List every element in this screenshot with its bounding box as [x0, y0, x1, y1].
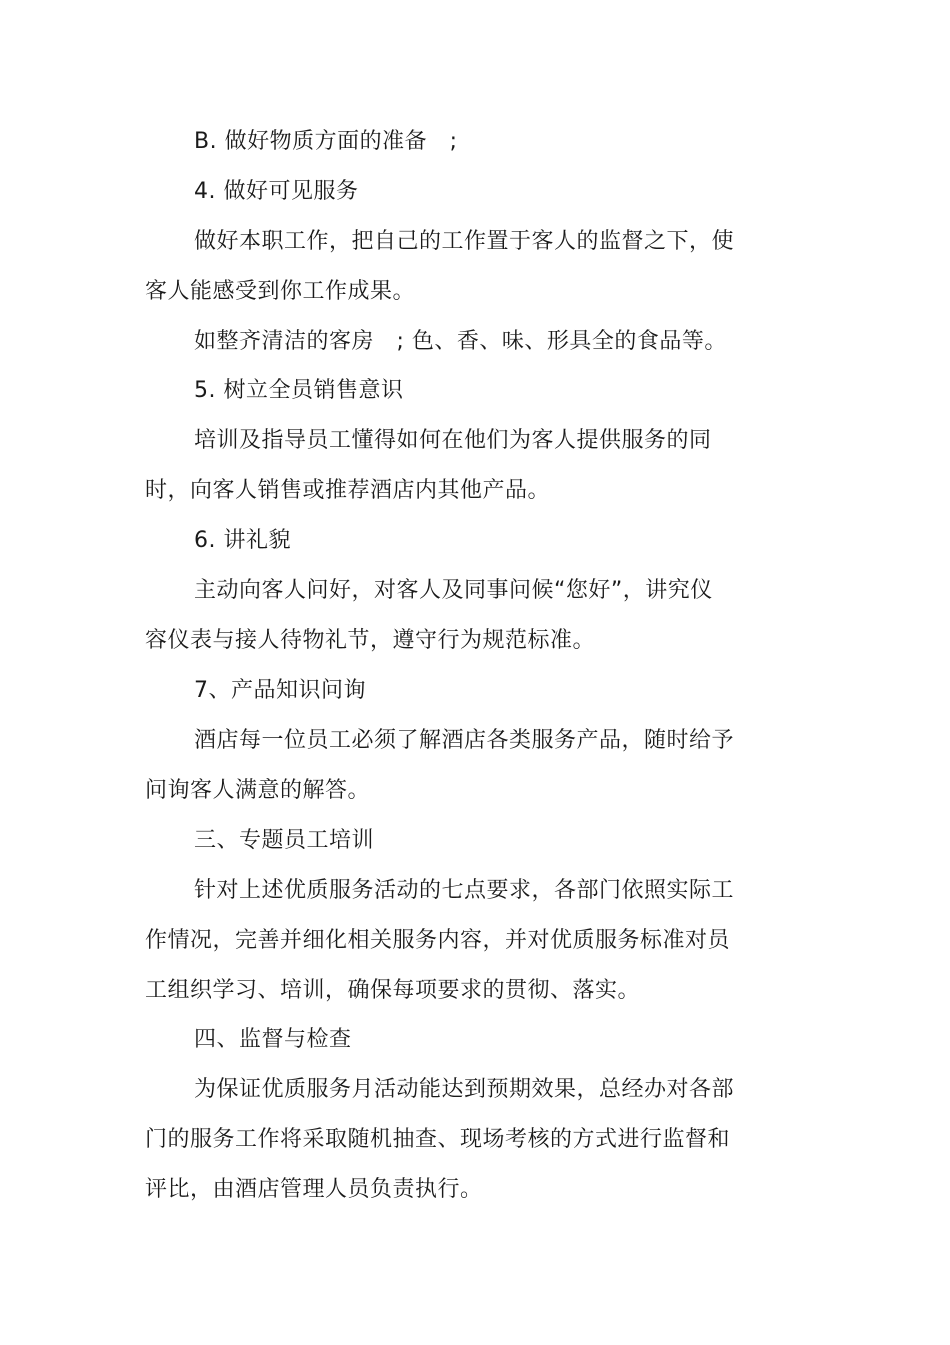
paragraph-line: 工组织学习、培训，确保每项要求的贯彻、落实。 [145, 978, 641, 1003]
paragraph-line: 评比，由酒店管理人员负责执行。 [145, 1177, 483, 1202]
section-7-heading: 7、产品知识问询 [194, 678, 366, 703]
paragraph-line: 做好本职工作，把自己的工作置于客人的监督之下，使 [194, 229, 735, 254]
paragraph-line: 针对上述优质服务活动的七点要求，各部门依照实际工 [194, 878, 735, 903]
section-3-heading: 三、专题员工培训 [194, 828, 375, 853]
paragraph-line: 为保证优质服务月活动能达到预期效果，总经办对各部 [194, 1077, 735, 1102]
paragraph-line: 门的服务工作将采取随机抽查、现场考核的方式进行监督和 [145, 1127, 731, 1152]
paragraph-line: 作情况，完善并细化相关服务内容，并对优质服务标准对员 [145, 928, 731, 953]
paragraph-line: 容仪表与接人待物礼节，遵守行为规范标准。 [145, 628, 596, 653]
paragraph-line: 时，向客人销售或推荐酒店内其他产品。 [145, 478, 551, 503]
paragraph-line: 如整齐清洁的客房 ; 色、香、味、形具全的食品等。 [194, 329, 727, 354]
section-4-heading: 4. 做好可见服务 [194, 179, 359, 204]
paragraph-line: 客人能感受到你工作成果。 [145, 279, 416, 304]
paragraph-line: 主动向客人问好，对客人及同事问候“您好”，讲究仪 [194, 578, 713, 603]
paragraph-line: 酒店每一位员工必须了解酒店各类服务产品，随时给予 [194, 728, 735, 753]
item-b-heading: B. 做好物质方面的准备 ; [194, 129, 458, 154]
paragraph-line: 问询客人满意的解答。 [145, 778, 371, 803]
paragraph-line: 培训及指导员工懂得如何在他们为客人提供服务的同 [194, 428, 712, 453]
section-4-supervision-heading: 四、监督与检查 [194, 1027, 352, 1052]
section-6-heading: 6. 讲礼貌 [194, 528, 291, 553]
section-5-heading: 5. 树立全员销售意识 [194, 378, 404, 403]
